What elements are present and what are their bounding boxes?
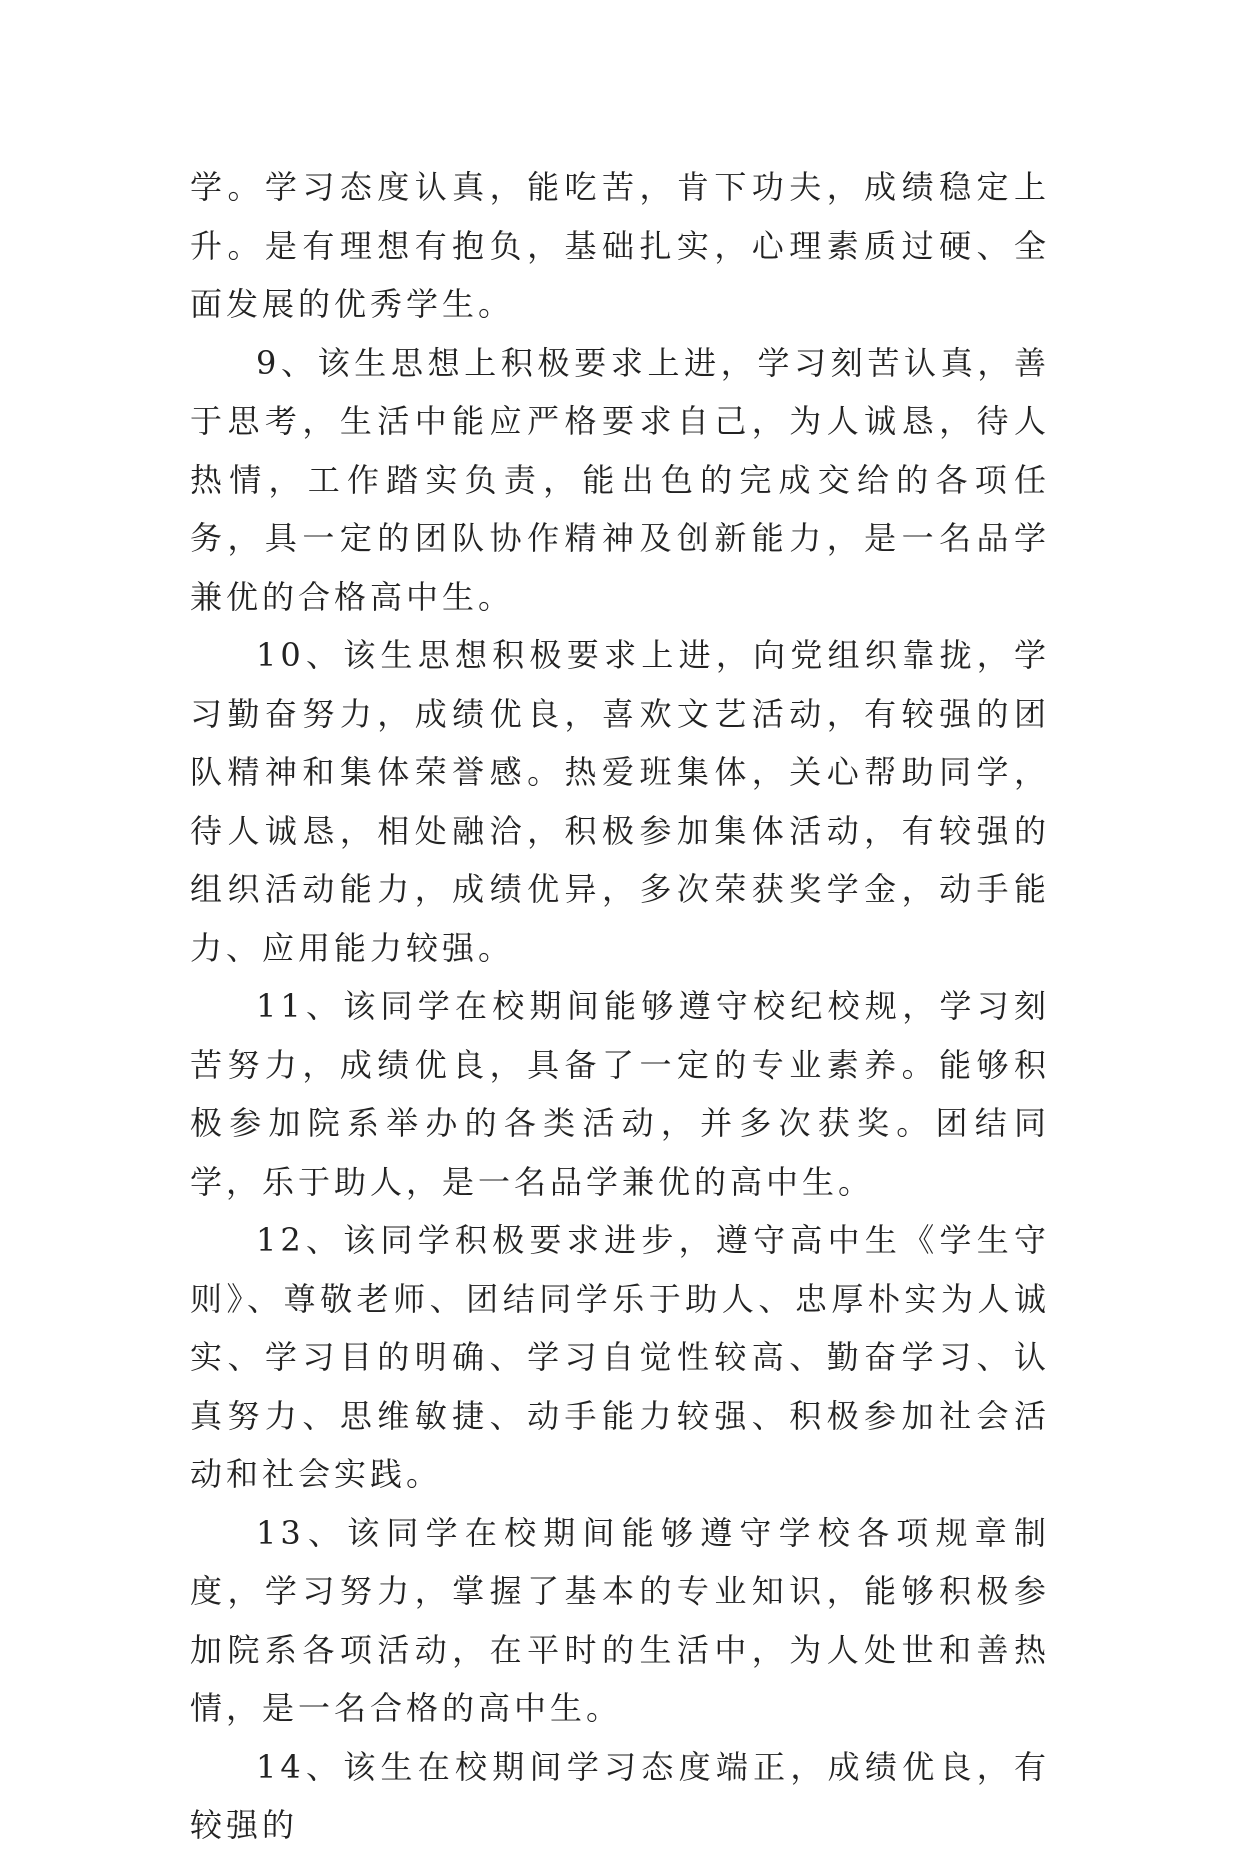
paragraph-item-11: 11、该同学在校期间能够遵守校纪校规，学习刻苦努力，成绩优良，具备了一定的专业素养。能够积极参加院系举办的各类活动，并多次获奖。团结同学，乐于助人，是一名品学兼优的高中生。 xyxy=(190,987,1050,1201)
document-body xyxy=(190,158,1050,1855)
paragraph-item-13: 13、该同学在校期间能够遵守学校各项规章制度，学习努力，掌握了基本的专业知识，能够积极参加院系各项活动，在平时的生活中，为人处世和善热情，是一名合格的高中生。 xyxy=(190,1513,1050,1727)
paragraph-item-9: 9、该生思想上积极要求上进，学习刻苦认真，善于思考，生活中能应严格要求自己，为人诚恳，待人热情，工作踏实负责，能出色的完成交给的各项任务，具一定的团队协作精神及创新能力，是一名品学兼优的合格高中生。 xyxy=(190,343,1050,616)
paragraph-item-14: 14、该生在校期间学习态度端正，成绩优良，有较强的 xyxy=(190,1747,1050,1844)
paragraph-continuation: 学。学习态度认真，能吃苦，肯下功夫，成绩稳定上升。是有理想有抱负，基础扎实，心理素质过硬、全面发展的优秀学生。 xyxy=(190,168,1050,323)
paragraph-item-12: 12、该同学积极要求进步，遵守高中生《学生守则》、尊敬老师、团结同学乐于助人、忠厚朴实为人诚实、学习目的明确、学习自觉性较高、勤奋学习、认真努力、思维敏捷、动手能力较强、积极参加社会活动和社会实践。 xyxy=(190,1221,1050,1493)
paragraph-item-10: 10、该生思想积极要求上进，向党组织靠拢，学习勤奋努力，成绩优良，喜欢文艺活动，有较强的团队精神和集体荣誉感。热爱班集体，关心帮助同学，待人诚恳，相处融洽，积极参加集体活动，有较强的组织活动能力，成绩优异，多次荣获奖学金，动手能力、应用能力较强。 xyxy=(190,636,1050,967)
